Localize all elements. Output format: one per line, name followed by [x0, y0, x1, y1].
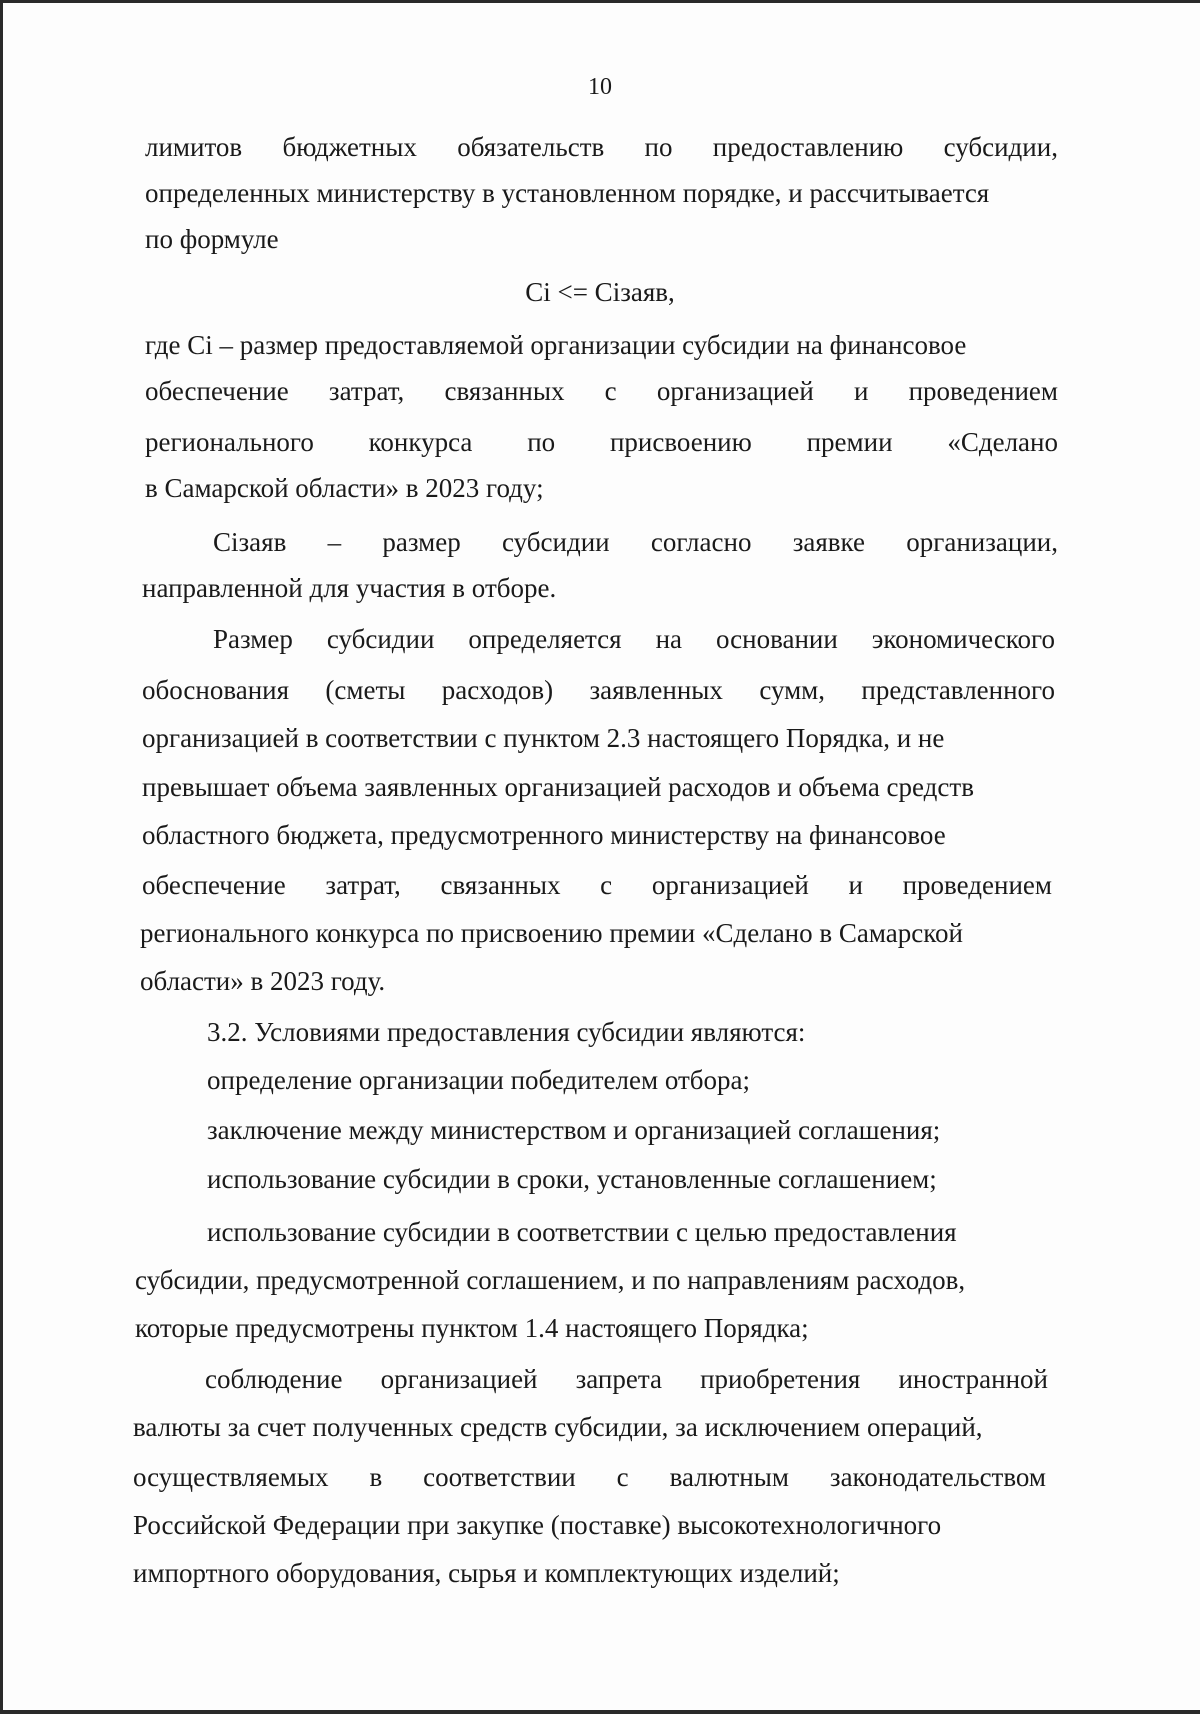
word: и	[853, 376, 869, 406]
word: (сметы	[325, 675, 406, 705]
word: субсидии	[326, 624, 435, 654]
word: заявленных	[589, 675, 723, 705]
text-line: в Самарской области» в 2023 году;	[145, 473, 544, 503]
word: проведением	[908, 376, 1058, 406]
text-line: использование субсидии в соответствии с целью предоставления	[207, 1217, 957, 1247]
word: сумм,	[759, 675, 826, 705]
text-line	[145, 130, 1058, 164]
text-line	[213, 622, 1055, 656]
text-line: валюты за счет полученных средств субсидии, за исключением операций,	[133, 1412, 983, 1442]
text-line: направленной для участия в отборе.	[142, 573, 557, 603]
word: субсидии,	[943, 132, 1058, 162]
word: приобретения	[700, 1364, 861, 1394]
text-line	[205, 1362, 1048, 1396]
text-line: превышает объема заявленных организацией расходов и объема средств	[142, 772, 974, 802]
word: осуществляемых	[133, 1462, 329, 1492]
word: связанных	[444, 376, 565, 406]
text-line: областного бюджета, предусмотренного министерству на финансовое	[142, 820, 946, 850]
word: основании	[715, 624, 838, 654]
text-line: использование субсидии в сроки, установленные соглашением;	[207, 1164, 937, 1194]
word: предоставлению	[712, 132, 904, 162]
word: заявке	[792, 527, 865, 557]
word: конкурса	[368, 427, 473, 457]
text-line	[213, 525, 1058, 559]
text-line	[142, 673, 1055, 707]
word: организацией	[380, 1364, 538, 1394]
word: на	[655, 624, 682, 654]
word: представленного	[861, 675, 1055, 705]
text-line	[133, 1460, 1046, 1494]
word: обеспечение	[142, 870, 286, 900]
text-line: определение организации победителем отбора;	[207, 1065, 750, 1095]
word: с	[600, 870, 613, 900]
word: размер	[382, 527, 461, 557]
scan-edge-top	[0, 0, 1200, 3]
word: обязательств	[457, 132, 605, 162]
word: запрета	[575, 1364, 662, 1394]
word: Размер	[213, 624, 293, 654]
word: расходов)	[441, 675, 554, 705]
word: регионального	[145, 427, 314, 457]
word: валютным	[669, 1462, 789, 1492]
word: соответствии	[423, 1462, 576, 1492]
word: –	[327, 527, 342, 557]
text-line: определенных министерству в установленном порядке, и рассчитывается	[145, 178, 990, 208]
text-line: Ci <= Ciзаяв,	[525, 277, 675, 307]
word: обоснования	[142, 675, 290, 705]
word: «Сделано	[947, 427, 1058, 457]
word: премии	[806, 427, 893, 457]
text-line	[142, 868, 1052, 902]
word: проведением	[902, 870, 1052, 900]
word: с	[604, 376, 617, 406]
word: лимитов	[145, 132, 243, 162]
word: с	[616, 1462, 629, 1492]
word: Ciзаяв	[213, 527, 287, 557]
word: связанных	[440, 870, 561, 900]
word: иностранной	[898, 1364, 1048, 1394]
scan-edge-left	[0, 0, 3, 1714]
text-line	[145, 374, 1058, 408]
scan-edge-bottom	[0, 1710, 1200, 1714]
word: определяется	[468, 624, 622, 654]
text-line: регионального конкурса по присвоению премии «Сделано в Самарской	[140, 918, 963, 948]
word: бюджетных	[282, 132, 417, 162]
page-number: 10	[588, 74, 612, 100]
word: по	[644, 132, 673, 162]
word: в	[369, 1462, 383, 1492]
text-line: по формуле	[145, 224, 279, 254]
word: организацией	[651, 870, 809, 900]
text-line: области» в 2023 году.	[140, 966, 386, 996]
text-line: импортного оборудования, сырья и комплектующих изделий;	[133, 1558, 840, 1588]
word: организацией	[656, 376, 814, 406]
word: обеспечение	[145, 376, 289, 406]
word: субсидии	[502, 527, 610, 557]
text-line: заключение между министерством и организацией соглашения;	[207, 1115, 941, 1145]
word: затрат,	[325, 870, 401, 900]
word: присвоению	[609, 427, 752, 457]
word: по	[527, 427, 556, 457]
text-line: организацией в соответствии с пунктом 2.3 настоящего Порядка, и не	[142, 723, 945, 753]
word: организации,	[906, 527, 1058, 557]
word: соблюдение	[205, 1364, 343, 1394]
text-line	[145, 425, 1058, 459]
text-line: 3.2. Условиями предоставления субсидии являются:	[207, 1017, 806, 1047]
word: экономического	[871, 624, 1055, 654]
text-line: субсидии, предусмотренной соглашением, и по направлениям расходов,	[135, 1265, 966, 1295]
word: затрат,	[328, 376, 405, 406]
text-line: Российской Федерации при закупке (поставке) высокотехнологичного	[133, 1510, 942, 1540]
text-line: которые предусмотрены пунктом 1.4 настоящего Порядка;	[135, 1313, 809, 1343]
word: и	[848, 870, 863, 900]
word: законодательством	[829, 1462, 1046, 1492]
text-line: где Ci – размер предоставляемой организации субсидии на финансовое	[145, 330, 967, 360]
word: согласно	[650, 527, 752, 557]
